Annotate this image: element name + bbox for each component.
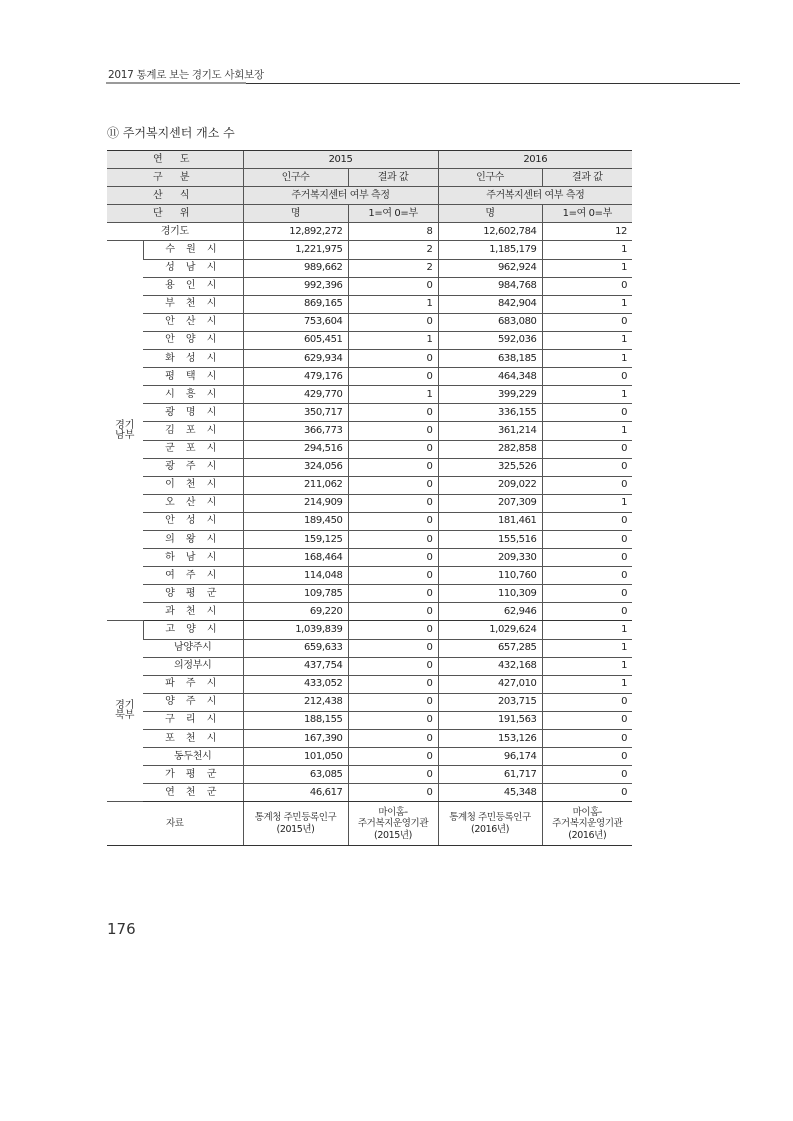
table-row <box>107 711 632 729</box>
population-2015: 989,662 <box>243 259 348 277</box>
result-2015: 0 <box>348 766 438 784</box>
source-label: 자료 <box>107 802 243 846</box>
result-2016: 1 <box>542 241 632 259</box>
result-2016: 0 <box>542 313 632 331</box>
table-row <box>107 476 632 494</box>
population-2015: 433,052 <box>243 675 348 693</box>
result-2015: 1 <box>348 386 438 404</box>
result-2015: 0 <box>348 567 438 585</box>
result-2016: 0 <box>542 748 632 766</box>
table-row <box>107 259 632 277</box>
result-2015: 0 <box>348 639 438 657</box>
result-2016: 0 <box>542 368 632 386</box>
table-row <box>107 458 632 476</box>
province-pop-2016: 12,602,784 <box>438 223 542 241</box>
city-name: 시 흥 시 <box>143 386 243 404</box>
population-2016: 62,946 <box>438 603 542 621</box>
city-name: 고 양 시 <box>143 621 243 639</box>
table-row <box>107 368 632 386</box>
city-name: 수 원 시 <box>143 241 243 259</box>
city-name: 안 성 시 <box>143 512 243 530</box>
population-2015: 63,085 <box>243 766 348 784</box>
section-title: ⑪ 주거복지센터 개소 수 <box>107 126 235 140</box>
table-row <box>107 748 632 766</box>
header-row-formula <box>107 187 632 205</box>
city-name: 여 주 시 <box>143 567 243 585</box>
result-2015: 0 <box>348 784 438 802</box>
unit-flag-2016: 1=여 0=부 <box>542 205 632 223</box>
city-name: 연 천 군 <box>143 784 243 802</box>
population-2015: 159,125 <box>243 530 348 548</box>
city-name: 구 리 시 <box>143 711 243 729</box>
table-row <box>107 295 632 313</box>
table-row <box>107 386 632 404</box>
population-2016: 683,080 <box>438 313 542 331</box>
population-2016: 153,126 <box>438 730 542 748</box>
city-name: 오 산 시 <box>143 494 243 512</box>
city-name: 안 양 시 <box>143 331 243 349</box>
population-2016: 399,229 <box>438 386 542 404</box>
population-2016: 191,563 <box>438 711 542 729</box>
population-2016: 207,309 <box>438 494 542 512</box>
result-2015: 0 <box>348 476 438 494</box>
population-2015: 659,633 <box>243 639 348 657</box>
unit-flag-2015: 1=여 0=부 <box>348 205 438 223</box>
population-2016: 61,717 <box>438 766 542 784</box>
population-2016: 110,309 <box>438 585 542 603</box>
population-2015: 294,516 <box>243 440 348 458</box>
population-2016: 361,214 <box>438 422 542 440</box>
population-2015: 869,165 <box>243 295 348 313</box>
result-2015: 0 <box>348 748 438 766</box>
table-row <box>107 621 632 639</box>
province-name: 경기도 <box>107 223 243 241</box>
population-2015: 437,754 <box>243 657 348 675</box>
population-2016: 592,036 <box>438 331 542 349</box>
table-row <box>107 331 632 349</box>
result-2015: 0 <box>348 730 438 748</box>
result-2015: 0 <box>348 657 438 675</box>
city-name: 가 평 군 <box>143 766 243 784</box>
city-name: 용 인 시 <box>143 277 243 295</box>
city-name: 광 명 시 <box>143 404 243 422</box>
population-2015: 366,773 <box>243 422 348 440</box>
result-2016: 0 <box>542 549 632 567</box>
result-2015: 0 <box>348 693 438 711</box>
population-2016: 282,858 <box>438 440 542 458</box>
result-2016: 1 <box>542 657 632 675</box>
population-2015: 605,451 <box>243 331 348 349</box>
table-row <box>107 675 632 693</box>
city-name: 김 포 시 <box>143 422 243 440</box>
city-name: 파 주 시 <box>143 675 243 693</box>
table-row <box>107 730 632 748</box>
population-2015: 1,221,975 <box>243 241 348 259</box>
population-2016: 842,904 <box>438 295 542 313</box>
result-2016: 0 <box>542 730 632 748</box>
population-2015: 46,617 <box>243 784 348 802</box>
result-2016: 0 <box>542 693 632 711</box>
city-name: 동두천시 <box>143 748 243 766</box>
population-header-2015: 인구수 <box>243 169 348 187</box>
result-2015: 0 <box>348 313 438 331</box>
result-2015: 0 <box>348 675 438 693</box>
table-row <box>107 512 632 530</box>
population-2016: 464,348 <box>438 368 542 386</box>
population-2016: 325,526 <box>438 458 542 476</box>
city-name: 광 주 시 <box>143 458 243 476</box>
result-2016: 1 <box>542 386 632 404</box>
table-row <box>107 350 632 368</box>
population-2015: 350,717 <box>243 404 348 422</box>
table-row <box>107 784 632 802</box>
population-2016: 336,155 <box>438 404 542 422</box>
result-2016: 1 <box>542 350 632 368</box>
population-2015: 69,220 <box>243 603 348 621</box>
result-header-2015: 결과 값 <box>348 169 438 187</box>
city-name: 평 택 시 <box>143 368 243 386</box>
population-2015: 189,450 <box>243 512 348 530</box>
result-2015: 1 <box>348 295 438 313</box>
result-2016: 1 <box>542 639 632 657</box>
result-2015: 0 <box>348 585 438 603</box>
population-2016: 110,760 <box>438 567 542 585</box>
formula-2015: 주거복지센터 여부 측정 <box>243 187 438 205</box>
formula-2016: 주거복지센터 여부 측정 <box>438 187 632 205</box>
city-name: 하 남 시 <box>143 549 243 567</box>
population-2015: 211,062 <box>243 476 348 494</box>
population-2016: 962,924 <box>438 259 542 277</box>
city-name: 양 주 시 <box>143 693 243 711</box>
population-2016: 45,348 <box>438 784 542 802</box>
source-row <box>107 802 632 846</box>
source-val2016: 마이홈- 주거복지운영기관 (2016년) <box>542 802 632 846</box>
result-2015: 0 <box>348 603 438 621</box>
population-2016: 984,768 <box>438 277 542 295</box>
result-2015: 0 <box>348 422 438 440</box>
city-name: 안 산 시 <box>143 313 243 331</box>
population-2016: 155,516 <box>438 530 542 548</box>
city-name: 의정부시 <box>143 657 243 675</box>
result-2015: 0 <box>348 494 438 512</box>
table-row <box>107 603 632 621</box>
population-2015: 629,934 <box>243 350 348 368</box>
population-2016: 427,010 <box>438 675 542 693</box>
page-number: 176 <box>107 920 136 938</box>
table-row <box>107 530 632 548</box>
table-row <box>107 404 632 422</box>
population-2015: 753,604 <box>243 313 348 331</box>
housing-welfare-center-table <box>107 150 632 846</box>
population-2016: 209,022 <box>438 476 542 494</box>
header-rule-accent <box>106 82 246 84</box>
population-2015: 212,438 <box>243 693 348 711</box>
population-2016: 638,185 <box>438 350 542 368</box>
population-2015: 168,464 <box>243 549 348 567</box>
result-2015: 0 <box>348 621 438 639</box>
city-name: 성 남 시 <box>143 259 243 277</box>
table-row <box>107 422 632 440</box>
result-2016: 1 <box>542 621 632 639</box>
result-2015: 0 <box>348 368 438 386</box>
population-2016: 1,185,179 <box>438 241 542 259</box>
population-2015: 324,056 <box>243 458 348 476</box>
result-2015: 0 <box>348 440 438 458</box>
unit-person-2016: 명 <box>438 205 542 223</box>
result-2015: 0 <box>348 530 438 548</box>
city-name: 화 성 시 <box>143 350 243 368</box>
result-2016: 0 <box>542 404 632 422</box>
table-row <box>107 440 632 458</box>
result-2016: 0 <box>542 567 632 585</box>
source-pop2015: 통계청 주민등록인구 (2015년) <box>243 802 348 846</box>
result-2016: 0 <box>542 585 632 603</box>
result-2016: 0 <box>542 766 632 784</box>
table-row <box>107 639 632 657</box>
province-val-2016: 12 <box>542 223 632 241</box>
city-name: 부 천 시 <box>143 295 243 313</box>
city-name: 과 천 시 <box>143 603 243 621</box>
population-2015: 1,039,839 <box>243 621 348 639</box>
result-2016: 0 <box>542 711 632 729</box>
header-row-unit <box>107 205 632 223</box>
source-pop2016: 통계청 주민등록인구 (2016년) <box>438 802 542 846</box>
result-header-2016: 결과 값 <box>542 169 632 187</box>
table-row <box>107 494 632 512</box>
year-2015: 2015 <box>243 151 438 169</box>
city-name: 양 평 군 <box>143 585 243 603</box>
table-row <box>107 657 632 675</box>
province-pop-2015: 12,892,272 <box>243 223 348 241</box>
population-2015: 479,176 <box>243 368 348 386</box>
city-name: 군 포 시 <box>143 440 243 458</box>
result-2015: 0 <box>348 277 438 295</box>
population-2015: 188,155 <box>243 711 348 729</box>
population-2015: 992,396 <box>243 277 348 295</box>
unit-label: 단 위 <box>107 205 243 223</box>
header-rule <box>246 83 740 84</box>
result-2015: 2 <box>348 259 438 277</box>
result-2015: 2 <box>348 241 438 259</box>
unit-person-2015: 명 <box>243 205 348 223</box>
population-2015: 109,785 <box>243 585 348 603</box>
year-2016: 2016 <box>438 151 632 169</box>
population-header-2016: 인구수 <box>438 169 542 187</box>
population-2016: 203,715 <box>438 693 542 711</box>
region-south: 경기 남부 <box>107 241 143 621</box>
population-2016: 1,029,624 <box>438 621 542 639</box>
population-2015: 101,050 <box>243 748 348 766</box>
result-2016: 1 <box>542 331 632 349</box>
population-2016: 96,174 <box>438 748 542 766</box>
population-2016: 657,285 <box>438 639 542 657</box>
formula-label: 산 식 <box>107 187 243 205</box>
running-header: 2017 통계로 보는 경기도 사회보장 <box>108 69 264 81</box>
table-row <box>107 567 632 585</box>
result-2016: 1 <box>542 259 632 277</box>
result-2016: 0 <box>542 458 632 476</box>
city-name: 이 천 시 <box>143 476 243 494</box>
result-2016: 1 <box>542 675 632 693</box>
population-2015: 167,390 <box>243 730 348 748</box>
result-2016: 0 <box>542 530 632 548</box>
table-row <box>107 241 632 259</box>
table-row <box>107 277 632 295</box>
result-2016: 1 <box>542 295 632 313</box>
result-2016: 1 <box>542 422 632 440</box>
city-name: 의 왕 시 <box>143 530 243 548</box>
category-label: 구 분 <box>107 169 243 187</box>
city-name: 남양주시 <box>143 639 243 657</box>
result-2016: 0 <box>542 512 632 530</box>
population-2016: 181,461 <box>438 512 542 530</box>
region-north: 경기 북부 <box>107 621 143 802</box>
result-2015: 0 <box>348 512 438 530</box>
table-row <box>107 585 632 603</box>
header-row-category <box>107 169 632 187</box>
result-2015: 0 <box>348 350 438 368</box>
result-2016: 0 <box>542 277 632 295</box>
population-2016: 209,330 <box>438 549 542 567</box>
result-2015: 0 <box>348 711 438 729</box>
result-2016: 0 <box>542 440 632 458</box>
result-2015: 0 <box>348 458 438 476</box>
result-2015: 0 <box>348 549 438 567</box>
population-2016: 432,168 <box>438 657 542 675</box>
result-2016: 1 <box>542 494 632 512</box>
result-2015: 0 <box>348 404 438 422</box>
result-2016: 0 <box>542 476 632 494</box>
result-2016: 0 <box>542 784 632 802</box>
year-label: 연 도 <box>107 151 243 169</box>
population-2015: 214,909 <box>243 494 348 512</box>
source-val2015: 마이홈- 주거복지운영기관 (2015년) <box>348 802 438 846</box>
table-row <box>107 766 632 784</box>
table-row <box>107 313 632 331</box>
result-2015: 1 <box>348 331 438 349</box>
header-row-year <box>107 151 632 169</box>
population-2015: 114,048 <box>243 567 348 585</box>
province-row <box>107 223 632 241</box>
table-row <box>107 549 632 567</box>
result-2016: 0 <box>542 603 632 621</box>
table-row <box>107 693 632 711</box>
province-val-2015: 8 <box>348 223 438 241</box>
city-name: 포 천 시 <box>143 730 243 748</box>
population-2015: 429,770 <box>243 386 348 404</box>
